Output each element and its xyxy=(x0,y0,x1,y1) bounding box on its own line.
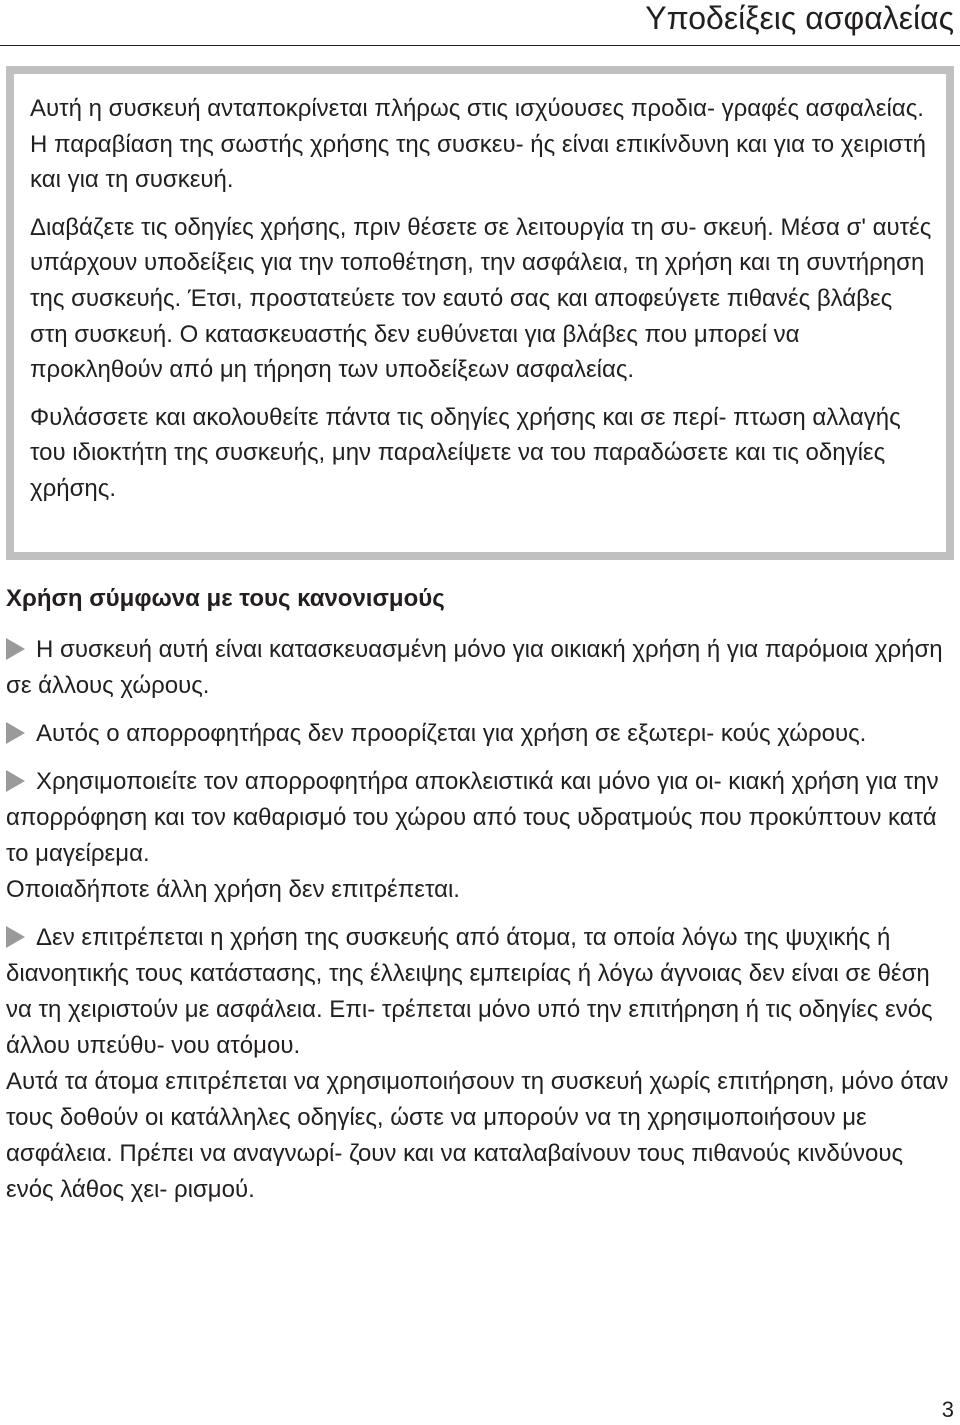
warning-paragraph: Φυλάσσετε και ακολουθείτε πάντα τις οδηγίες χρήσης και σε περί- πτωση αλλαγής του ιδιοκτήτη της συσκευής, μην παραλείψετε να του παραδώσετε και τις οδηγίες χρήσης. xyxy=(30,403,901,502)
rule-text xyxy=(6,764,954,872)
safety-warning-box xyxy=(6,66,954,560)
page-title: Υποδείξεις ασφαλείας xyxy=(645,0,954,36)
warning-paragraph: Αυτή η συσκευή ανταποκρίνεται πλήρως στις ισχύουσες προδια- γραφές ασφαλείας. Η παραβίαση της σωστής χρήσης της συσκευ- ής είναι επικίνδυνη και για το χειριστή και για τη συσκευή. xyxy=(30,95,927,194)
rules-list xyxy=(6,632,954,1220)
warning-paragraph: Διαβάζετε τις οδηγίες χρήσης, πριν θέσετε σε λειτουργία τη συ- σκευή. Μέσα σ' αυτές υπάρχουν υποδείξεις για την τοποθέτηση, την ασφάλεια, τη χρήση και τη συντήρηση της συσκευής. Έτσι, προστατεύετε τον εαυτό σας και αποφεύγετε πιθανές βλάβες στη συσκευή. Ο κατασκευαστής δεν ευθύνεται για βλάβες που μπορεί να προκληθούν από μη τήρηση των υποδείξεων ασφαλείας. xyxy=(30,213,932,384)
page-number: 3 xyxy=(941,1397,954,1422)
rule-text-content: Αυτός ο απορροφητήρας δεν προορίζεται για χρήση σε εξωτερι- κούς χώρους. xyxy=(36,720,867,747)
section-title: Χρήση σύμφωνα με τους κανονισμούς xyxy=(6,585,445,612)
arrow-icon xyxy=(6,722,25,744)
rule-item xyxy=(6,920,954,1208)
rule-text-content: Χρησιμοποιείτε τον απορροφητήρα αποκλειστικά και μόνο για οι- κιακή χρήση για την απορρόφηση και τον καθαρισμό του χώρου από τους υδρατμούς που προκύπτουν κατά το μαγείρεμα. xyxy=(6,768,939,867)
arrow-icon xyxy=(6,770,25,792)
rule-continuation: Οποιαδήποτε άλλη χρήση δεν επιτρέπεται. xyxy=(6,876,460,903)
arrow-icon xyxy=(6,926,25,948)
rule-text xyxy=(6,632,954,704)
rule-item xyxy=(6,716,954,752)
page-header xyxy=(0,0,960,46)
rule-continuation: Αυτά τα άτομα επιτρέπεται να χρησιμοποιήσουν τη συσκευή χωρίς επιτήρηση, μόνο όταν τους δοθούν οι κατάλληλες οδηγίες, ώστε να μπορούν να τη χρησιμοποιήσουν με ασφάλεια. Πρέπει να αναγνωρί- ζουν και να καταλαβαίνουν τους πιθανούς κινδύνους ενός λάθος χει- ρισμού. xyxy=(6,1068,949,1203)
rule-text-content: Δεν επιτρέπεται η χρήση της συσκευής από άτομα, τα οποία λόγω της ψυχικής ή διανοητικής τους κατάστασης, της έλλειψης εμπειρίας ή λόγω άγνοιας δεν είναι σε θέση να τη χειριστούν με ασφάλεια. Επι- τρέπεται μόνο υπό την επιτήρηση ή τις οδηγίες ενός άλλου υπεύθυ- νου ατόμου. xyxy=(6,924,933,1059)
rule-item xyxy=(6,632,954,704)
arrow-icon xyxy=(6,638,25,660)
rule-text xyxy=(6,716,954,752)
rule-text-content: Η συσκευή αυτή είναι κατασκευασμένη μόνο για οικιακή χρήση ή για παρόμοια χρήση σε άλλους χώρους. xyxy=(6,636,943,699)
rule-item xyxy=(6,764,954,908)
rule-text xyxy=(6,920,954,1064)
